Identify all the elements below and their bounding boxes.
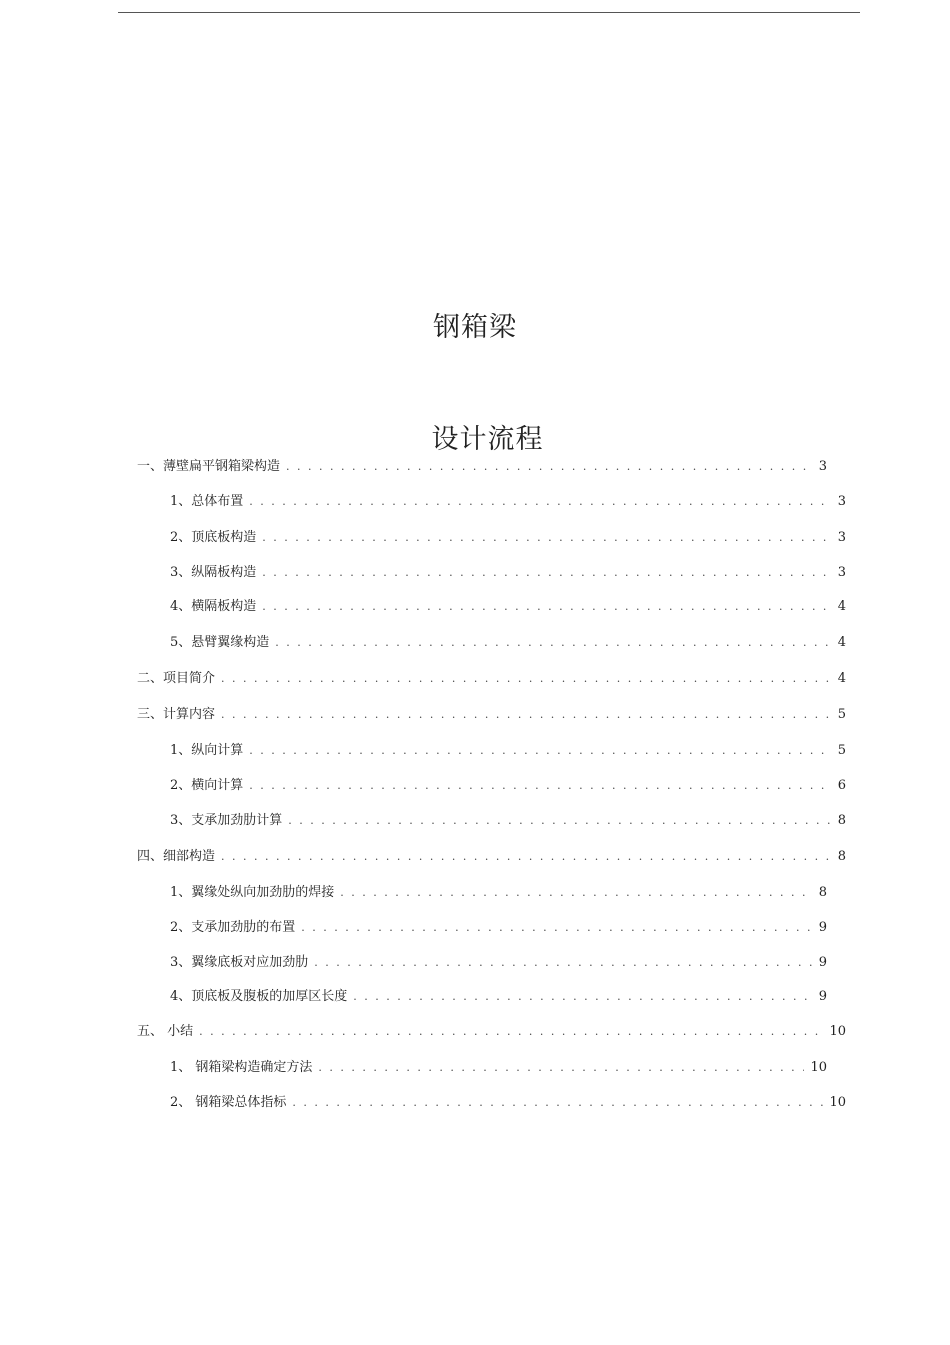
toc-entry-label: 4、横隔板构造 (170, 599, 257, 614)
toc-entry-1-5[interactable] (170, 633, 846, 653)
toc-entry-label: 2、顶底板构造 (170, 530, 257, 545)
toc-entry-page: 3 (837, 530, 846, 545)
toc-entry-page: 3 (837, 494, 846, 509)
toc-entry-page: 10 (829, 1024, 846, 1039)
toc-heading: 设计流程 (431, 424, 544, 455)
toc-entry-page: 8 (837, 849, 846, 864)
toc-entry-3-2[interactable] (170, 776, 846, 796)
toc-entry-label: 3、支承加劲肋计算 (170, 813, 283, 828)
dot-leader (262, 597, 831, 617)
toc-entry-section-3[interactable] (137, 705, 846, 725)
toc-entry-label: 1、翼缘处纵向加劲肋的焊接 (170, 885, 335, 900)
toc-entry-4-2[interactable] (170, 918, 827, 938)
toc-entry-5-1[interactable] (170, 1058, 827, 1078)
dot-leader (314, 953, 812, 973)
toc-entry-page: 3 (818, 459, 827, 474)
toc-entry-1-4[interactable] (170, 597, 846, 617)
toc-entry-3-3[interactable] (170, 811, 846, 831)
toc-entry-label: 1、纵向计算 (170, 743, 244, 758)
dot-leader (275, 633, 831, 653)
toc-entry-page: 8 (837, 813, 846, 828)
toc-entry-section-4[interactable] (137, 847, 846, 867)
toc-entry-1-1[interactable] (170, 492, 846, 512)
toc-entry-page: 5 (837, 743, 846, 758)
toc-entry-4-1[interactable] (170, 883, 827, 903)
dot-leader (262, 528, 831, 548)
toc-entry-label: 五、 小结 (137, 1024, 194, 1039)
dot-leader (288, 811, 831, 831)
toc-entry-page: 4 (837, 671, 846, 686)
toc-entry-page: 4 (837, 599, 846, 614)
dot-leader (221, 669, 832, 689)
toc-entry-page: 9 (818, 920, 827, 935)
dot-leader (221, 705, 832, 725)
toc-entry-section-2[interactable] (137, 669, 846, 689)
toc-entry-4-3[interactable] (170, 953, 827, 973)
toc-entry-section-1[interactable] (137, 457, 827, 477)
toc-entry-page: 9 (818, 989, 827, 1004)
toc-entry-label: 一、薄壁扁平钢箱梁构造 (137, 459, 281, 474)
dot-leader (249, 741, 831, 761)
dot-leader (249, 776, 831, 796)
toc-entry-5-2[interactable] (170, 1093, 846, 1113)
dot-leader (249, 492, 831, 512)
toc-entry-label: 3、纵隔板构造 (170, 565, 257, 580)
toc-entry-label: 3、翼缘底板对应加劲肋 (170, 955, 309, 970)
dot-leader (340, 883, 812, 903)
toc-entry-label: 4、顶底板及腹板的加厚区长度 (170, 989, 348, 1004)
dot-leader (221, 847, 832, 867)
toc-entry-label: 2、横向计算 (170, 778, 244, 793)
toc-entry-label: 三、计算内容 (137, 707, 216, 722)
toc-entry-4-4[interactable] (170, 987, 827, 1007)
toc-entry-page: 4 (837, 635, 846, 650)
toc-entry-page: 10 (829, 1095, 846, 1110)
toc-entry-label: 5、悬臂翼缘构造 (170, 635, 270, 650)
toc-entry-page: 9 (818, 955, 827, 970)
toc-entry-label: 2、 钢箱梁总体指标 (170, 1095, 287, 1110)
toc-entry-page: 8 (818, 885, 827, 900)
toc-entry-page: 6 (837, 778, 846, 793)
toc-entry-label: 四、细部构造 (137, 849, 216, 864)
toc-entry-label: 二、项目简介 (137, 671, 216, 686)
toc-entry-label: 1、 钢箱梁构造确定方法 (170, 1060, 313, 1075)
toc-entry-page: 3 (837, 565, 846, 580)
toc-entry-section-5[interactable] (137, 1022, 846, 1042)
toc-entry-1-2[interactable] (170, 528, 846, 548)
dot-leader (286, 457, 813, 477)
dot-leader (353, 987, 812, 1007)
dot-leader (292, 1093, 823, 1113)
dot-leader (318, 1058, 804, 1078)
toc-entry-3-1[interactable] (170, 741, 846, 761)
toc-entry-page: 5 (837, 707, 846, 722)
toc-entry-1-3[interactable] (170, 563, 846, 583)
toc-entry-label: 2、支承加劲肋的布置 (170, 920, 296, 935)
dot-leader (301, 918, 812, 938)
dot-leader (199, 1022, 823, 1042)
toc-entry-label: 1、总体布置 (170, 494, 244, 509)
document-title: 钢箱梁 (433, 312, 517, 343)
toc-entry-page: 10 (810, 1060, 827, 1075)
dot-leader (262, 563, 831, 583)
